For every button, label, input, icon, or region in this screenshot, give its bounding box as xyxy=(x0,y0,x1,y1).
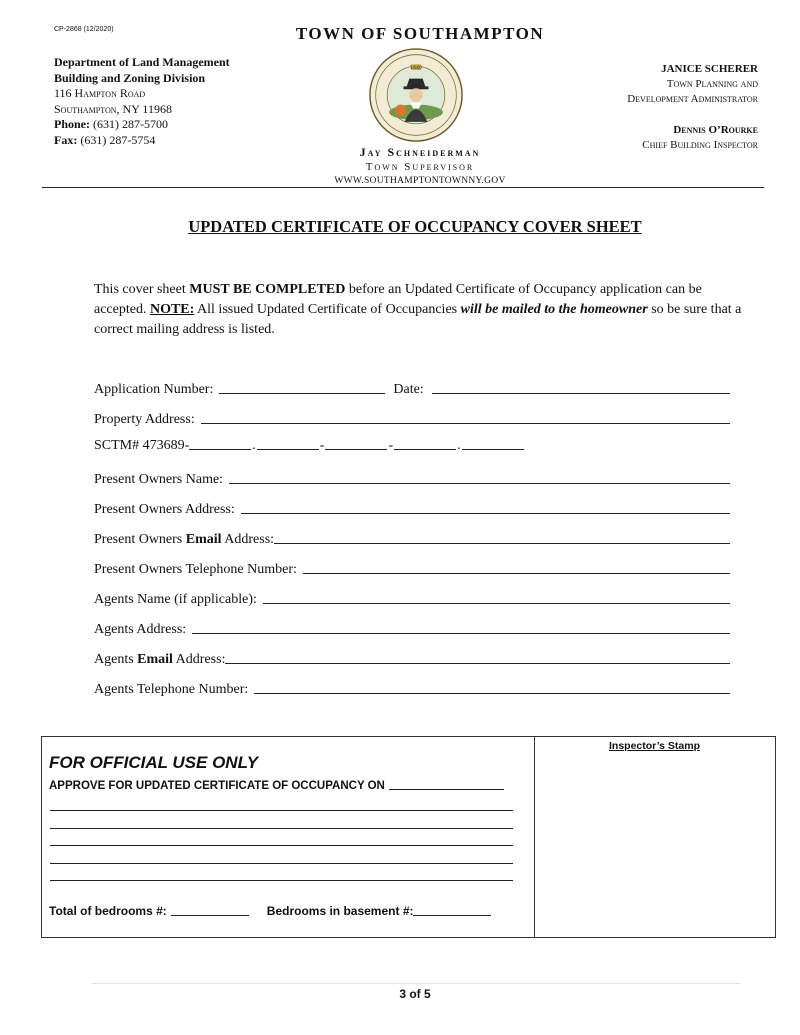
supervisor-name: Jay Schneiderman xyxy=(359,145,481,159)
owners-name-label: Present Owners Name: xyxy=(94,472,224,487)
intro-text-3: All issued Updated Certificate of Occupancies xyxy=(194,302,461,317)
owners-email-row xyxy=(94,528,730,548)
sctm-lot-input[interactable] xyxy=(325,449,387,450)
fax-number: (631) 287-5754 xyxy=(80,132,156,147)
agents-email-label: Agents Email Address: xyxy=(94,652,226,667)
approve-date-input[interactable] xyxy=(389,789,504,790)
owners-name-input[interactable] xyxy=(229,483,730,484)
agents-phone-row xyxy=(94,678,730,698)
header-divider xyxy=(42,187,764,188)
application-number-row xyxy=(94,378,730,398)
phone-label: Phone: xyxy=(54,117,90,131)
property-address-label: Property Address: xyxy=(94,412,195,427)
town-title: TOWN OF SOUTHAMPTON xyxy=(295,24,545,43)
intro-text-4: so be sure that a correct mailing address is listed. xyxy=(94,302,742,337)
total-bedrooms-label: Total of bedrooms #: xyxy=(49,904,167,918)
form-code: CP-2868 (12/2020) xyxy=(54,26,114,33)
date-label: Date: xyxy=(393,382,424,397)
sctm-section-input[interactable] xyxy=(189,449,251,450)
planning-administrator-title-2: Development Administrator xyxy=(627,93,758,105)
website-link[interactable]: WWW.SOUTHAMPTONTOWNNY.GOV xyxy=(334,176,506,186)
page-number: 3 of 5 xyxy=(399,987,431,1001)
official-notes-line[interactable] xyxy=(50,845,513,846)
officials-block xyxy=(627,62,758,153)
sctm-row xyxy=(94,438,524,454)
division-name: Building and Zoning Division xyxy=(54,70,206,85)
sctm-block-input[interactable] xyxy=(257,449,319,450)
agents-phone-label: Agents Telephone Number: xyxy=(94,682,249,697)
sctm-sublot-input[interactable] xyxy=(394,449,456,450)
sctm-label: SCTM# 473689- xyxy=(94,438,190,453)
department-block xyxy=(54,55,230,148)
property-address-input[interactable] xyxy=(201,423,730,424)
footer-divider xyxy=(92,983,740,984)
sctm-suffix-input[interactable] xyxy=(462,449,524,450)
owners-address-label: Present Owners Address: xyxy=(94,502,235,517)
owners-address-row xyxy=(94,498,730,518)
basement-bedrooms-label: Bedrooms in basement #: xyxy=(266,904,414,918)
fax-line xyxy=(54,133,230,149)
agents-name-row xyxy=(94,588,730,608)
agents-name-input[interactable] xyxy=(263,603,730,604)
official-notes-line[interactable] xyxy=(50,880,513,881)
owners-phone-row xyxy=(94,558,730,578)
total-bedrooms-input[interactable] xyxy=(171,915,249,916)
intro-must-complete: MUST BE COMPLETED xyxy=(189,282,346,297)
owners-email-label: Present Owners Email Address: xyxy=(94,532,275,547)
inspector-stamp-label: Inspector’s Stamp xyxy=(608,740,701,752)
supervisor-block xyxy=(300,145,540,189)
property-address-row xyxy=(94,408,730,428)
intro-note: NOTE: xyxy=(149,302,195,317)
official-notes-line[interactable] xyxy=(50,828,513,829)
owners-phone-label: Present Owners Telephone Number: xyxy=(94,562,297,577)
fax-label: Fax: xyxy=(54,132,78,147)
application-number-input[interactable] xyxy=(219,393,385,394)
official-use-title: FOR OFFICIAL USE ONLY xyxy=(49,753,259,772)
building-inspector-name: Dennis O’Rourke xyxy=(673,124,758,136)
official-notes-line[interactable] xyxy=(50,863,513,864)
planning-administrator-name: JANICE SCHERER xyxy=(661,63,758,75)
street-address: 116 Hampton Road xyxy=(54,86,146,100)
planning-administrator-title-1: Town Planning and xyxy=(666,78,758,90)
intro-paragraph xyxy=(94,280,744,340)
owners-phone-input[interactable] xyxy=(303,573,730,574)
owners-name-row xyxy=(94,468,730,488)
official-use-box xyxy=(41,736,776,938)
intro-text-2: before an Updated Certificate of Occupancy application can be accepted. xyxy=(94,282,702,317)
department-name: Department of Land Management xyxy=(54,55,230,69)
date-input[interactable] xyxy=(432,393,730,394)
owners-address-input[interactable] xyxy=(241,513,730,514)
owners-email-input[interactable] xyxy=(274,543,730,544)
seal-year: 1640 xyxy=(409,66,423,72)
document-title: UPDATED CERTIFICATE OF OCCUPANCY COVER SHEET xyxy=(188,217,642,236)
sctm-separator-dot: . xyxy=(252,438,256,453)
city-address: Southampton, NY 11968 xyxy=(54,101,172,116)
official-box-divider xyxy=(534,737,535,937)
sctm-separator-dash: - xyxy=(319,438,325,453)
intro-mailed: will be mailed to the homeowner xyxy=(460,302,648,317)
town-seal-icon xyxy=(368,47,464,143)
agents-phone-input[interactable] xyxy=(254,693,730,694)
agents-name-label: Agents Name (if applicable): xyxy=(94,592,257,607)
agents-address-label: Agents Address: xyxy=(94,622,187,637)
intro-text-1: This cover sheet xyxy=(94,282,190,297)
agents-address-row xyxy=(94,618,730,638)
phone-line xyxy=(54,117,230,133)
official-notes-line[interactable] xyxy=(50,810,513,811)
supervisor-title: Town Supervisor xyxy=(365,160,475,173)
phone-number: (631) 287-5700 xyxy=(93,117,168,131)
agents-address-input[interactable] xyxy=(192,633,730,634)
bedrooms-row xyxy=(49,904,491,918)
sctm-separator-dot: . xyxy=(457,438,461,453)
approve-row xyxy=(49,780,504,792)
basement-bedrooms-input[interactable] xyxy=(413,915,491,916)
approve-label: APPROVE FOR UPDATED CERTIFICATE OF OCCUPANCY ON xyxy=(49,780,385,792)
agents-email-input[interactable] xyxy=(225,663,730,664)
building-inspector-title: Chief Building Inspector xyxy=(642,139,758,151)
agents-email-row xyxy=(94,648,730,668)
application-number-label: Application Number: xyxy=(94,382,214,397)
sctm-separator-dash: - xyxy=(388,438,394,453)
